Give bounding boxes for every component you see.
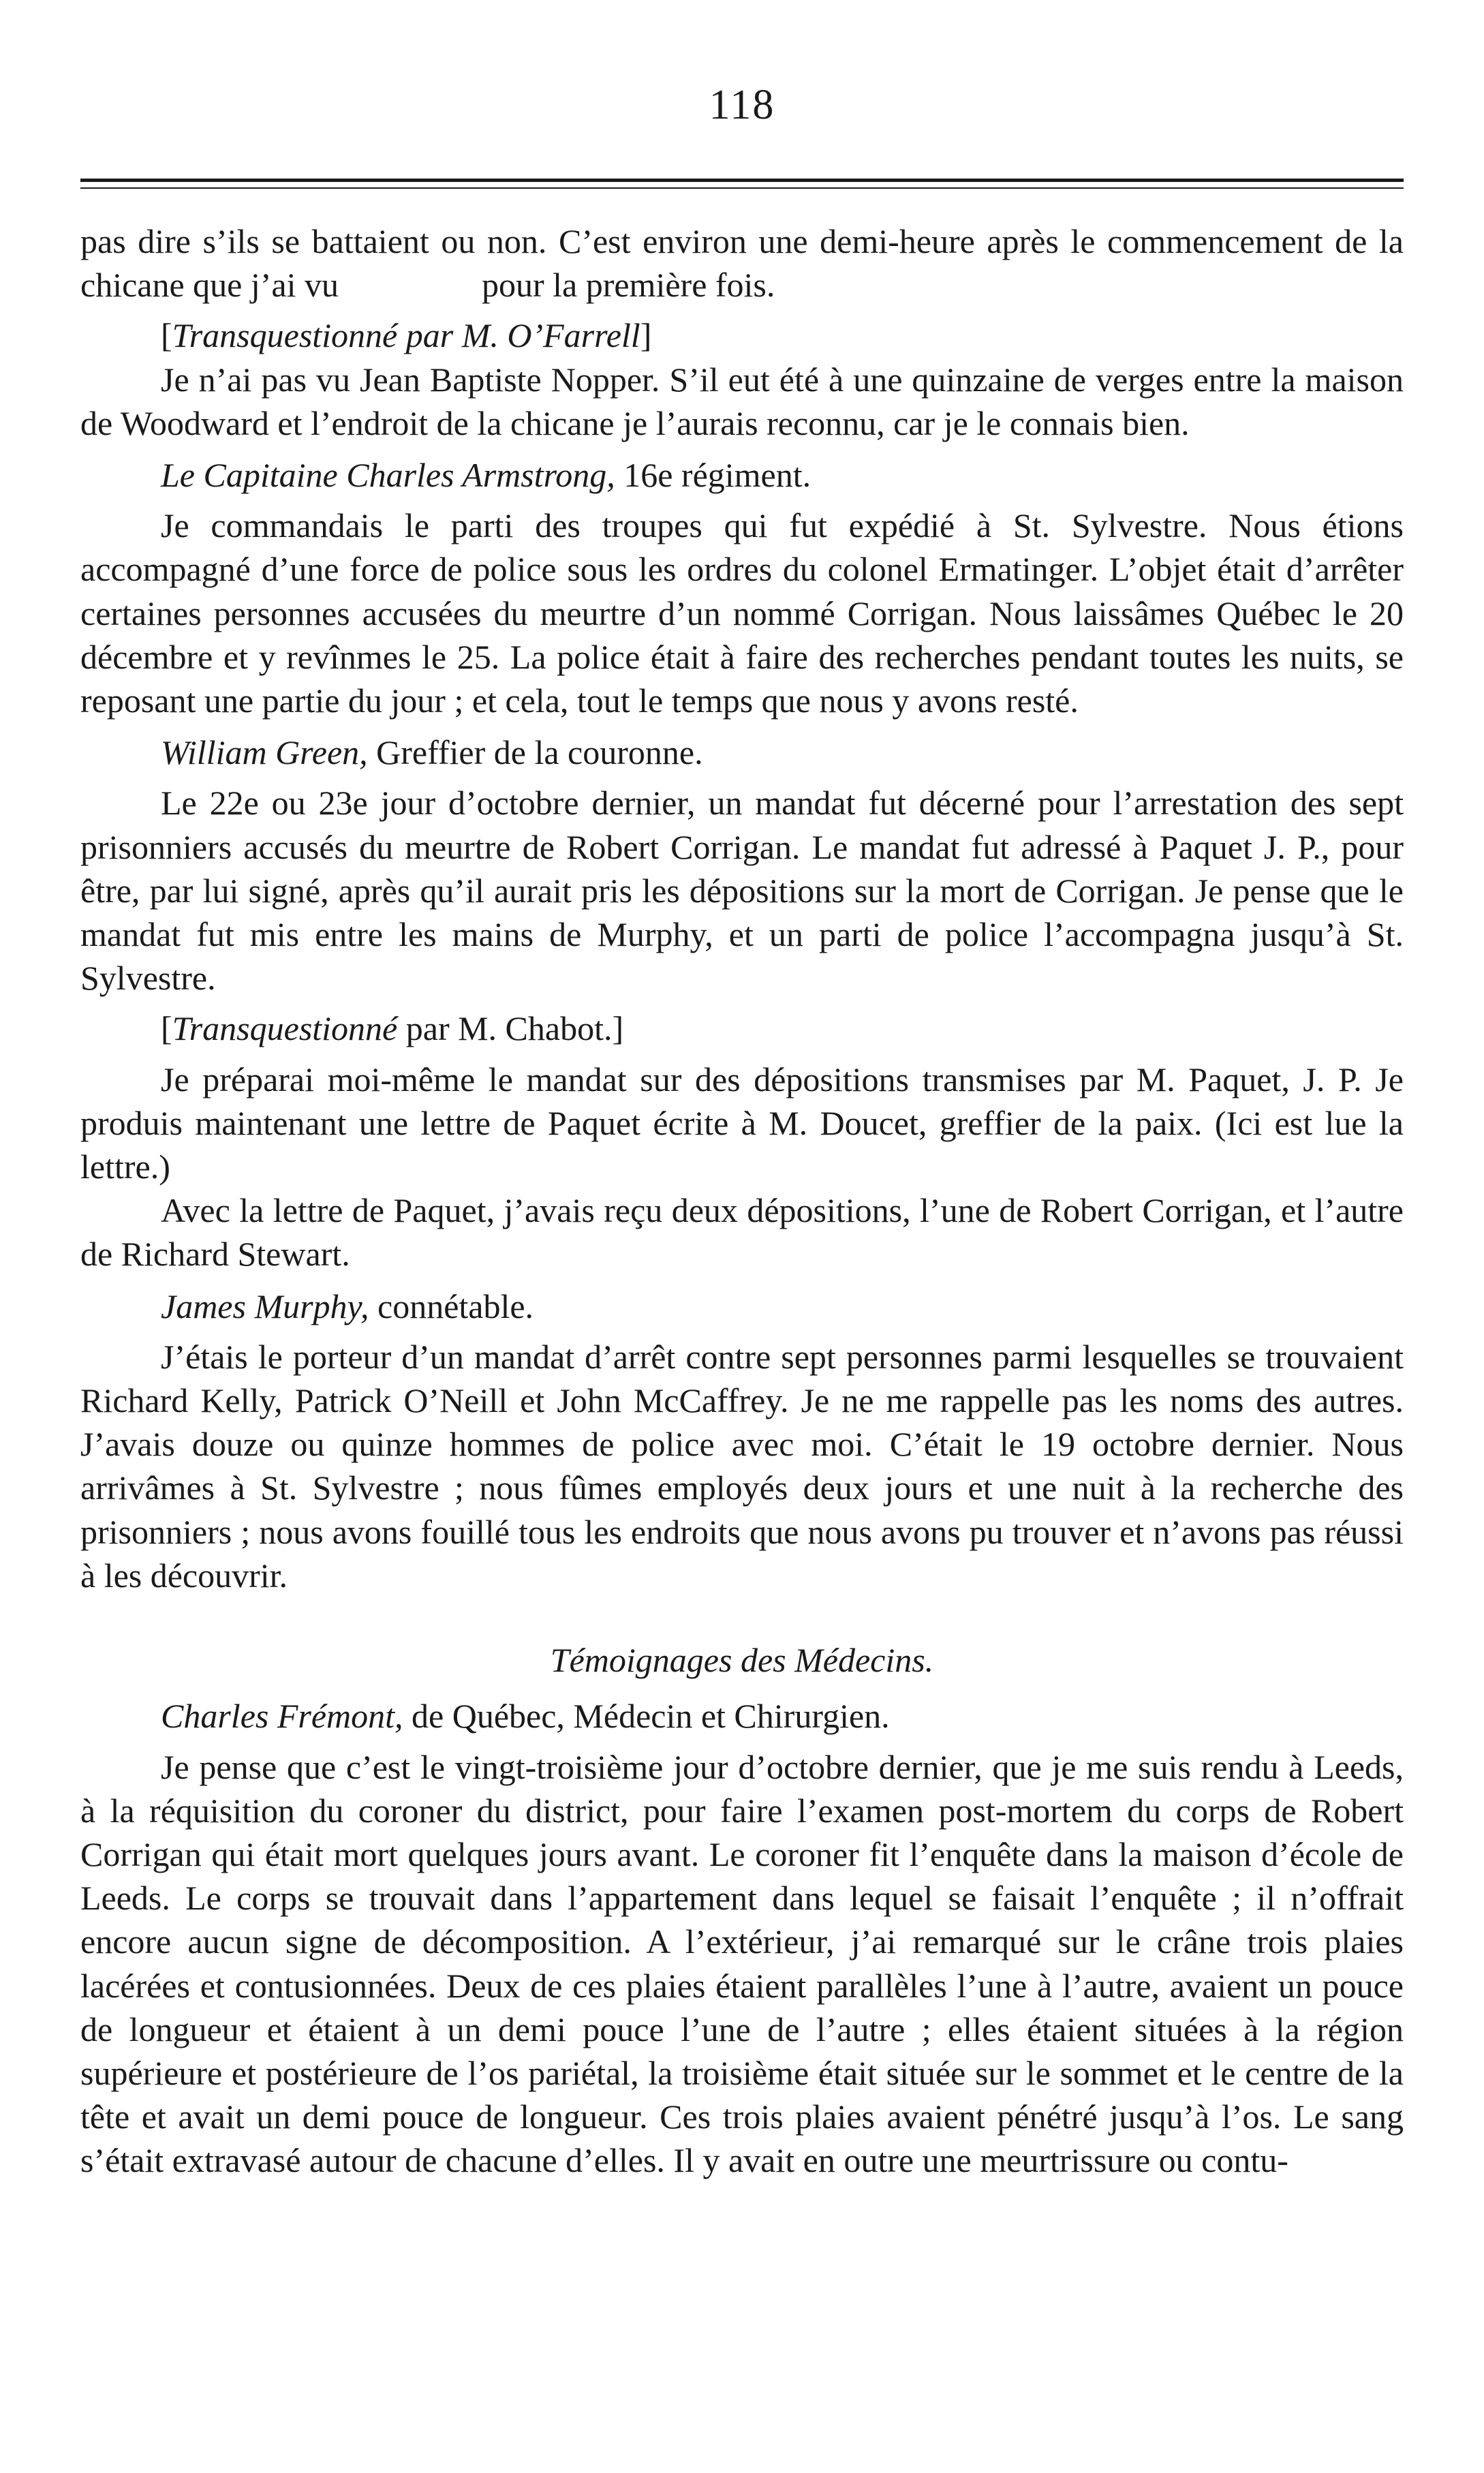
witness-heading: James Murphy, connétable. [161, 1287, 534, 1325]
paragraph: Je n’ai pas vu Jean Baptiste Nopper. S’il eut été à une quinzaine de verges entre la maison de Woodward et l’endroit de la chicane je l’aurais reconnu, car je le connais bien. [80, 360, 1404, 442]
witness-heading: William Green, Greffier de la couronne. [161, 733, 703, 772]
paragraph: pas dire s’ils se battaient ou non. C’est environ une demi-heure après le commencement de la chicane que j’ai vu pour la première fois. [80, 222, 1404, 305]
paragraph: Avec la lettre de Paquet, j’avais reçu deux dépositions, l’une de Robert Corrigan, et l’autre de Richard Stewart. [80, 1191, 1404, 1274]
paragraph: Je préparai moi-même le mandat sur des dépositions transmises par M. Paquet, J. P. Je produis maintenant une lettre de Paquet écrite à M. Doucet, greffier de la paix. (Ici est lue la lettre.) [80, 1060, 1404, 1186]
witness-heading: Charles Frémont, de Québec, Médecin et Chirurgien. [161, 1697, 890, 1736]
body-text [80, 219, 1404, 2183]
paragraph: Le 22e ou 23e jour d’octobre dernier, un mandat fut décerné pour l’arrestation des sept prisonniers accusés du meurtre de Robert Corrigan. Le mandat fut adressé à Paquet J. P., pour être, par lui signé, après qu’il aurait pris les dépositions sur la mort de Corrigan. Je pense que le mandat fut mis entre les mains de Murphy, et un parti de police l’accompagna jusqu’à St. Sylvestre. [80, 784, 1404, 998]
cross-examination-note: [Transquestionné par M. O’Farrell] [161, 316, 652, 355]
section-heading: Témoignages des Médecins. [550, 1641, 934, 1680]
page-number: 118 [709, 82, 775, 128]
header-rule-thin [80, 187, 1404, 189]
paragraph: Je pense que c’est le vingt-troisième jour d’octobre dernier, que je me suis rendu à Leeds, à la réquisition du coroner du district, pour faire l’examen post-mortem du corps de Robert Corrigan qui était mort quelques jours avant. Le coroner fit l’enquête dans la maison d’école de Leeds. Le corps se trouvait dans l’appartement dans lequel se faisait l’enquête ; il n’offrait encore aucun signe de décomposition. A l’extérieur, j’ai remarqué sur le crâne trois plaies lacérées et contusionnées. Deux de ces plaies étaient parallèles l’une à l’autre, avaient un pouce de longueur et étaient à un demi pouce l’une de l’autre ; elles étaient situées à la région supérieure et postérieure de l’os pariétal, la troisième était située sur le sommet et le centre de la tête et avait un demi pouce de longueur. Ces trois plaies avaient pénétré jusqu’à l’os. Le sang s’était extravasé autour de chacune d’elles. Il y avait en outre une meurtrissure ou contu- [80, 1747, 1404, 2180]
cross-examination-note: [Transquestionné par M. Chabot.] [161, 1009, 624, 1048]
paragraph: J’étais le porteur d’un mandat d’arrêt contre sept personnes parmi lesquelles se trouvaient Richard Kelly, Patrick O’Neill et John McCaffrey. Je ne me rappelle pas les noms des autres. J’avais douze ou quinze hommes de police avec moi. C’était le 19 octobre dernier. Nous arrivâmes à St. Sylvestre ; nous fûmes employés deux jours et une nuit à la recherche des prisonniers ; nous avons fouillé tous les endroits que nous avons pu trouver et n’avons pas réussi à les découvrir. [80, 1337, 1404, 1595]
witness-heading: Le Capitaine Charles Armstrong, 16e régiment. [161, 456, 811, 495]
header-rule-thick [80, 179, 1404, 182]
paragraph: Je commandais le parti des troupes qui fut expédié à St. Sylvestre. Nous étions accompagné d’une force de police sous les ordres du colonel Ermatinger. L’objet était d’arrêter certaines personnes accusées du meurtre d’un nommé Corrigan. Nous laissâmes Québec le 20 décembre et y revînmes le 25. La police était à faire des recherches pendant toutes les nuits, se reposant une partie du jour ; et cela, tout le temps que nous y avons resté. [80, 506, 1404, 720]
